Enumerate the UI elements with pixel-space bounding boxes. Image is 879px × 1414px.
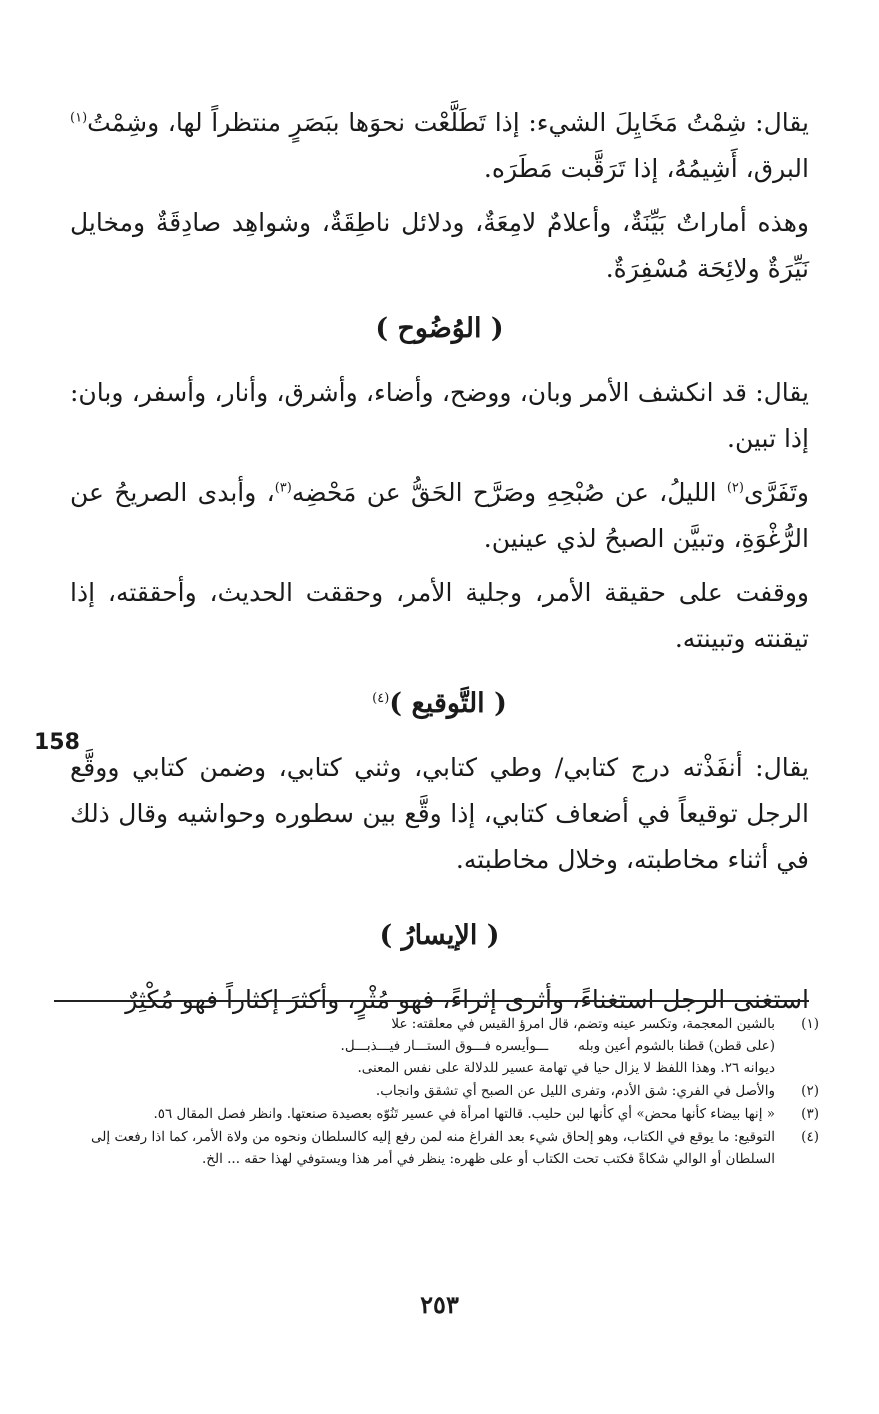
paragraph-text: ووقفت على حقيقة الأمر، وجلية الأمر، وحققت الحديث، وأحققته، إذا تيقنته وتبينته. (70, 578, 809, 653)
section-heading-eysar: ( الإيسارُ ) (379, 920, 500, 951)
paragraph-amarat (70, 200, 809, 292)
paragraph-text: يقال: قد انكشف الأمر وبان، ووضح، وأضاء، وأشرق، وأنار، وأسفر، وبان: إذا تبين. (70, 378, 809, 453)
footnote-4 (60, 1126, 819, 1170)
paragraph-text: وهذه أماراتٌ بَيِّنَةٌ، وأعلامٌ لامِعَةٌ، ودلائل ناطِقَةٌ، وشواهِد صادِقَةٌ ومخايل نَيِّرَةٌ ولائِحَة مُسْفِرَةٌ. (70, 208, 809, 283)
footnote-number: (٢) (801, 1083, 819, 1099)
paragraph-waqaft (70, 570, 809, 662)
paragraph-inkashaf (70, 370, 809, 462)
footnote-number: (٣) (801, 1106, 819, 1122)
footnotes (60, 1013, 819, 1171)
paragraph-eysar: استغنى الرجل استغناءً، وأثرى إثراءً، فهو مُثْرٍ، وأكثرَ إكثاراً فهو مُكْثِرٌ (125, 985, 809, 1014)
paragraph-text: البرق، أَشِيمُهُ، إذا تَرَقَّبت مَطَرَه. (483, 154, 809, 183)
footnote-ref-1[interactable]: (١) (70, 110, 88, 126)
footnote-2 (60, 1080, 819, 1102)
footnote-number: (١) (801, 1016, 819, 1032)
section-heading-wudooh: ( الوُضُوح ) (375, 313, 504, 344)
footnote-separator (54, 1000, 809, 1002)
footnote-1 (60, 1013, 819, 1079)
footnote-text: والأصل في الفري: شق الأدم، وتفرى الليل عن الصبح أي تشقق وانجاب. (375, 1083, 775, 1099)
paragraph-shimt (70, 100, 809, 192)
footnote-text: التوقيع: ما يوقع في الكتاب، وهو إلحاق شيء بعد الفراغ منه لمن رفع إليه كالسلطان ونحوه من ولاة الأمر، كما اذا رفعت إلى السلطان أو الوالي شكاةً فكتب تحت الكتاب أو على ظهره: ينظر في أمر هذا ويستوفي لهذا حقه ... الخ. (91, 1129, 775, 1167)
footnote-text: بالشين المعجمة، وتكسر عينه وتضم، قال امرؤ القيس في معلقته: علا (391, 1016, 775, 1032)
footnote-verse (60, 1035, 775, 1057)
manuscript-folio-number: 158 (34, 730, 80, 755)
paragraph-text: وتَفَرَّى (743, 478, 810, 507)
paragraph-text: ، وأبدى الصريحُ عن الرُّغْوَةِ، وتبيَّن الصبحُ لذي عينين. (70, 478, 809, 553)
verse-hemistich-second: ـــوأيسره فـــوق الستـــار فيـــذبـــل. (340, 1038, 549, 1054)
footnote-body (60, 1013, 775, 1079)
footnote-ref-3[interactable]: (٣) (274, 480, 292, 496)
footnote-number: (٤) (801, 1129, 819, 1145)
heading-text: ( التَّوقيع ) (389, 688, 507, 719)
verse-hemistich-first: (على قطن) قطنا بالشوم أعين وبله (578, 1038, 775, 1054)
footnote-ref-2[interactable]: (٢) (726, 480, 744, 496)
section-heading-tawqee (70, 676, 809, 727)
footnote-text: ديوانه ٢٦. وهذا اللفظ لا يزال حيا في تهامة عسير للدلالة على نفس المعنى. (357, 1060, 775, 1076)
page-number: ٢٥٣ (420, 1290, 459, 1319)
paragraph-text: الليلُ، عن صُبْحِهِ وصَرَّح الحَقُّ عن مَحْضِه (291, 478, 727, 507)
paragraph-tafarra (70, 470, 809, 562)
footnote-ref-4[interactable]: (٤) (372, 691, 390, 706)
footnote-text: « إنها بيضاء كأنها محض» أي كأنها لبن حليب. قالتها امرأة في عسير تَنُوّه بعصيدة صنعتها. وانظر فصل المقال ٥٦. (153, 1106, 775, 1122)
paragraph-text: يقال: شِمْتُ مَخَايِلَ الشيء: إذا تَطَلَّعْت نحوَها ببَصَرٍ منتظراً لها، وشِمْتُ (87, 108, 809, 137)
footnote-3 (60, 1103, 819, 1125)
main-text (70, 100, 809, 1031)
paragraph-tawqee: يقال: أنفَذْته درج كتابي/ وطي كتابي، وثني كتابي، وضمن كتابي ووقَّع الرجل توقيعاً في أضعاف كتابي، إذا وقَّع بين سطوره وحواشيه وقال ذلك في أثناء مخاطبته، وخلال مخاطبته. (70, 753, 809, 874)
